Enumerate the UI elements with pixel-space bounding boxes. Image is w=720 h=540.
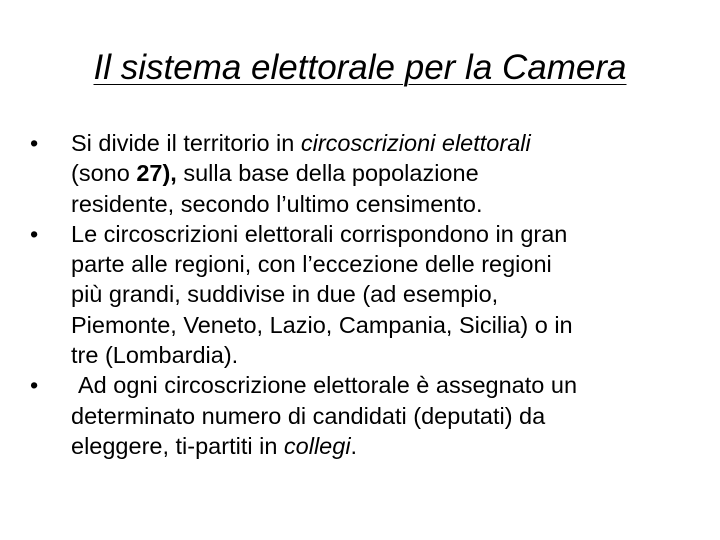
bullet-line (71, 431, 690, 461)
bullet-marker: • (30, 220, 39, 247)
text-run: eleggere, ti-partiti in (71, 432, 284, 459)
bullet-text (71, 219, 690, 370)
bullet-text (71, 370, 690, 461)
text-run: . (350, 432, 358, 459)
bullet-marker: • (30, 372, 39, 399)
italic-run: collegi (283, 432, 351, 459)
bullet-line (71, 401, 690, 431)
text-run: determinato numero di candidati (deputati) da (71, 402, 546, 429)
italic-run: circoscrizioni elettorali (300, 130, 531, 156)
text-run: più grandi, suddivise in due (ad esempio, (71, 281, 499, 308)
bullet-line (71, 128, 690, 158)
text-run: Piemonte, Veneto, Lazio, Campania, Sicilia) o in (71, 311, 573, 338)
bullet-text (71, 128, 690, 219)
bullet-line (71, 189, 690, 219)
slide-title: Il sistema elettorale per la Camera (93, 48, 627, 87)
text-run: Le circoscrizioni elettorali corrispondono in gran (71, 220, 568, 247)
bullet-line (71, 219, 690, 249)
bullet-item (30, 370, 690, 461)
bullet-line (71, 340, 690, 370)
bullet-marker: • (30, 130, 39, 156)
bullet-list (30, 128, 690, 461)
text-run: parte alle regioni, con l’eccezione delle regioni (71, 251, 552, 278)
bullet-line (71, 279, 690, 309)
text-run: Ad ogni circoscrizione elettorale è assegnato un (78, 372, 578, 399)
bullet-line (71, 370, 690, 400)
bullet-item (30, 128, 690, 219)
text-run: (sono (71, 160, 137, 187)
text-run: sulla base della popolazione (176, 160, 479, 187)
text-run: Si divide il territorio in (71, 130, 301, 156)
bold-run: 27), (136, 160, 177, 187)
text-run: residente, secondo l’ultimo censimento. (71, 190, 483, 217)
bullet-line (71, 158, 690, 188)
bullet-line (71, 310, 690, 340)
bullet-item (30, 219, 690, 370)
bullet-line (71, 249, 690, 279)
text-run: tre (Lombardia). (71, 342, 239, 369)
